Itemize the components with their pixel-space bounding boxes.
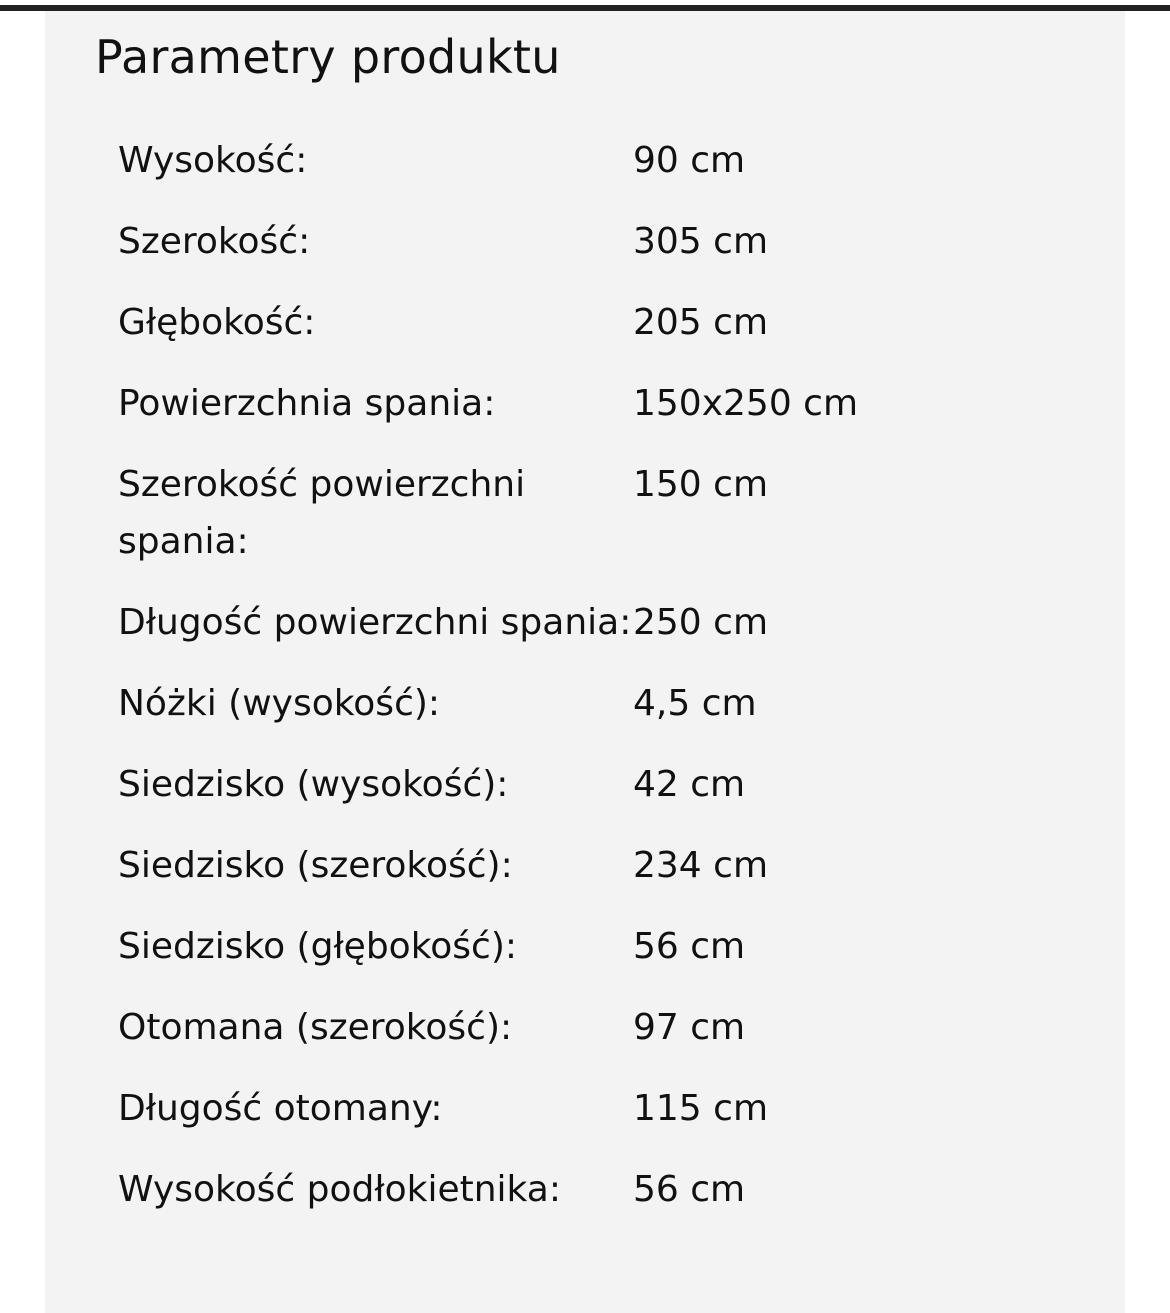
- spec-value: 150x250 cm: [633, 383, 859, 424]
- spec-row-armrest-height: [118, 1161, 1098, 1242]
- spec-value: 97 cm: [633, 1007, 746, 1048]
- spec-label: Szerokość powierzchni spania:: [118, 464, 526, 562]
- spec-value: 42 cm: [633, 764, 746, 805]
- spec-list: [118, 132, 1098, 1242]
- spec-label: Wysokość:: [118, 140, 308, 181]
- spec-label: Wysokość podłokietnika:: [118, 1169, 561, 1210]
- spec-row-legs-height: [118, 675, 1098, 756]
- spec-value: 234 cm: [633, 845, 769, 886]
- spec-value: 4,5 cm: [633, 683, 757, 724]
- spec-row-ottoman-width: [118, 999, 1098, 1080]
- spec-value: 305 cm: [633, 221, 769, 262]
- spec-value: 250 cm: [633, 602, 769, 643]
- spec-row-height: [118, 132, 1098, 213]
- spec-row-seat-height: [118, 756, 1098, 837]
- section-title: Parametry produktu: [95, 30, 561, 84]
- spec-value: 90 cm: [633, 140, 746, 181]
- spec-value: 56 cm: [633, 926, 746, 967]
- product-parameters-panel: [45, 11, 1125, 1313]
- spec-label: Głębokość:: [118, 302, 316, 343]
- spec-row-depth: [118, 294, 1098, 375]
- spec-value: 205 cm: [633, 302, 769, 343]
- spec-row-width: [118, 213, 1098, 294]
- spec-value: 150 cm: [633, 464, 769, 505]
- spec-row-seat-width: [118, 837, 1098, 918]
- spec-label: Nóżki (wysokość):: [118, 683, 441, 724]
- spec-row-ottoman-length: [118, 1080, 1098, 1161]
- spec-value: 115 cm: [633, 1088, 769, 1129]
- spec-row-sleeping-area: [118, 375, 1098, 456]
- spec-row-sleeping-length: [118, 594, 1098, 675]
- spec-label: Długość powierzchni spania:: [118, 602, 632, 643]
- spec-label: Szerokość:: [118, 221, 311, 262]
- spec-label: Otomana (szerokość):: [118, 1007, 513, 1048]
- spec-label: Siedzisko (wysokość):: [118, 764, 509, 805]
- spec-value: 56 cm: [633, 1169, 746, 1210]
- spec-label: Siedzisko (szerokość):: [118, 845, 513, 886]
- spec-row-seat-depth: [118, 918, 1098, 999]
- spec-label: Powierzchnia spania:: [118, 383, 496, 424]
- spec-label: Długość otomany:: [118, 1088, 443, 1129]
- spec-label: Siedzisko (głębokość):: [118, 926, 518, 967]
- spec-row-sleeping-width: [118, 456, 1098, 594]
